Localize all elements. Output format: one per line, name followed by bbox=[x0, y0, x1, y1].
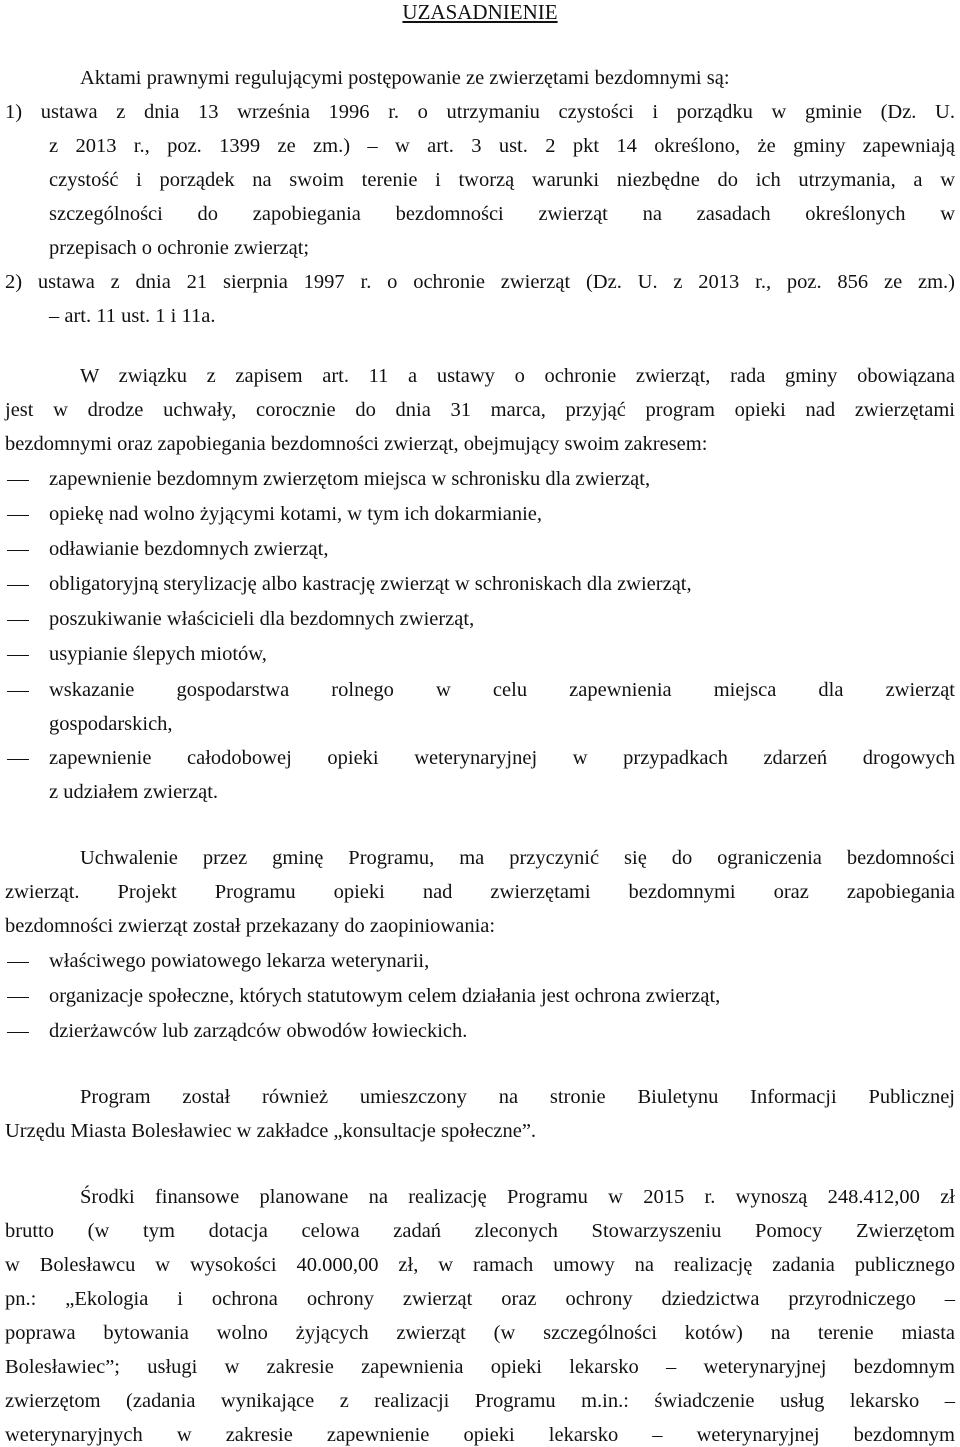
text-line: Aktami prawnymi regulującymi postępowanie ze zwierzętami bezdomnymi są: bbox=[80, 67, 730, 89]
text-line: weterynaryjnych w zakresie zapewnienie opieki lekarsko – weterynaryjnej bezdomnym bbox=[5, 1424, 955, 1446]
document-title: UZASADNIENIE bbox=[402, 0, 558, 24]
text-line: właściwego powiatowego lekarza weterynarii, bbox=[49, 950, 430, 972]
text-line: brutto (w tym dotacja celowa zadań zleconych Stowarzyszeniu Pomocy Zwierzętom bbox=[5, 1220, 955, 1242]
text-line: poszukiwanie właścicieli dla bezdomnych zwierząt, bbox=[49, 608, 475, 630]
text-line: 2) ustawa z dnia 21 sierpnia 1997 r. o ochronie zwierząt (Dz. U. z 2013 r., poz. 856 ze zm.) bbox=[5, 271, 955, 293]
text-line: zwierząt. Projekt Programu opieki nad zwierzętami bezdomnymi oraz zapobiegania bbox=[5, 881, 955, 903]
dash-bullet-icon bbox=[7, 585, 29, 586]
dash-bullet-icon bbox=[7, 480, 29, 481]
text-line: odławianie bezdomnych zwierząt, bbox=[49, 538, 329, 560]
text-line: przepisach o ochronie zwierząt; bbox=[49, 237, 310, 259]
text-line: wskazanie gospodarstwa rolnego w celu zapewnienia miejsca dla zwierząt bbox=[49, 679, 955, 701]
dash-bullet-icon bbox=[7, 515, 29, 516]
dash-bullet-icon bbox=[7, 1032, 29, 1033]
text-line: Środki finansowe planowane na realizację Programu w 2015 r. wynoszą 248.412,00 zł bbox=[80, 1186, 955, 1208]
text-line: zapewnienie całodobowej opieki weterynaryjnej w przypadkach zdarzeń drogowych bbox=[49, 747, 955, 769]
text-line: szczególności do zapobiegania bezdomności zwierząt na zasadach określonych w bbox=[49, 203, 955, 225]
text-line: Uchwalenie przez gminę Programu, ma przyczynić się do ograniczenia bezdomności bbox=[80, 847, 955, 869]
text-line: z 2013 r., poz. 1399 ze zm.) – w art. 3 ust. 2 pkt 14 określono, że gminy zapewniają bbox=[49, 135, 955, 157]
dash-bullet-icon bbox=[7, 691, 29, 692]
text-line: Bolesławiec”; usługi w zakresie zapewnienia opieki lekarsko – weterynaryjnej bezdomnym bbox=[5, 1356, 955, 1378]
text-line: organizacje społeczne, których statutowym celem działania jest ochrona zwierząt, bbox=[49, 985, 721, 1007]
text-line: – art. 11 ust. 1 i 11a. bbox=[49, 305, 216, 327]
text-line: pn.: „Ekologia i ochrona ochrony zwierząt oraz ochrony dziedzictwa przyrodniczego – bbox=[5, 1288, 955, 1310]
text-line: w Bolesławcu w wysokości 40.000,00 zł, w ramach umowy na realizację zadania publicznego bbox=[5, 1254, 955, 1276]
dash-bullet-icon bbox=[7, 759, 29, 760]
text-line: opiekę nad wolno żyjącymi kotami, w tym ich dokarmianie, bbox=[49, 503, 543, 525]
dash-bullet-icon bbox=[7, 655, 29, 656]
dash-bullet-icon bbox=[7, 997, 29, 998]
text-line: poprawa bytowania wolno żyjących zwierząt (w szczególności kotów) na terenie miasta bbox=[5, 1322, 955, 1344]
text-line: z udziałem zwierząt. bbox=[49, 781, 219, 803]
text-line: Urzędu Miasta Bolesławiec w zakładce „konsultacje społeczne”. bbox=[5, 1120, 537, 1142]
text-line: Program został również umieszczony na stronie Biuletynu Informacji Publicznej bbox=[80, 1086, 955, 1108]
text-line: jest w drodze uchwały, corocznie do dnia 31 marca, przyjąć program opieki nad zwierzętami bbox=[5, 399, 955, 421]
text-line: 1) ustawa z dnia 13 września 1996 r. o utrzymaniu czystości i porządku w gminie (Dz. U. bbox=[5, 101, 955, 123]
text-line: gospodarskich, bbox=[49, 713, 173, 735]
text-line: zapewnienie bezdomnym zwierzętom miejsca w schronisku dla zwierząt, bbox=[49, 468, 651, 490]
text-line: dzierżawców lub zarządców obwodów łowieckich. bbox=[49, 1020, 468, 1042]
text-line: czystość i porządek na swoim terenie i tworzą warunki niezbędne do ich utrzymania, a w bbox=[49, 169, 955, 191]
text-line: usypianie ślepych miotów, bbox=[49, 643, 267, 665]
dash-bullet-icon bbox=[7, 620, 29, 621]
text-line: bezdomności zwierząt został przekazany do zaopiniowania: bbox=[5, 915, 496, 937]
text-line: obligatoryjną sterylizację albo kastrację zwierząt w schroniskach dla zwierząt, bbox=[49, 573, 692, 595]
dash-bullet-icon bbox=[7, 550, 29, 551]
text-line: zwierzętom (zadania wynikające z realizacji Programu m.in.: świadczenie usług lekarsko – bbox=[5, 1390, 955, 1412]
dash-bullet-icon bbox=[7, 962, 29, 963]
text-line: W związku z zapisem art. 11 a ustawy o ochronie zwierząt, rada gminy obowiązana bbox=[80, 365, 955, 387]
text-line: bezdomnymi oraz zapobiegania bezdomności zwierząt, obejmujący swoim zakresem: bbox=[5, 433, 708, 455]
